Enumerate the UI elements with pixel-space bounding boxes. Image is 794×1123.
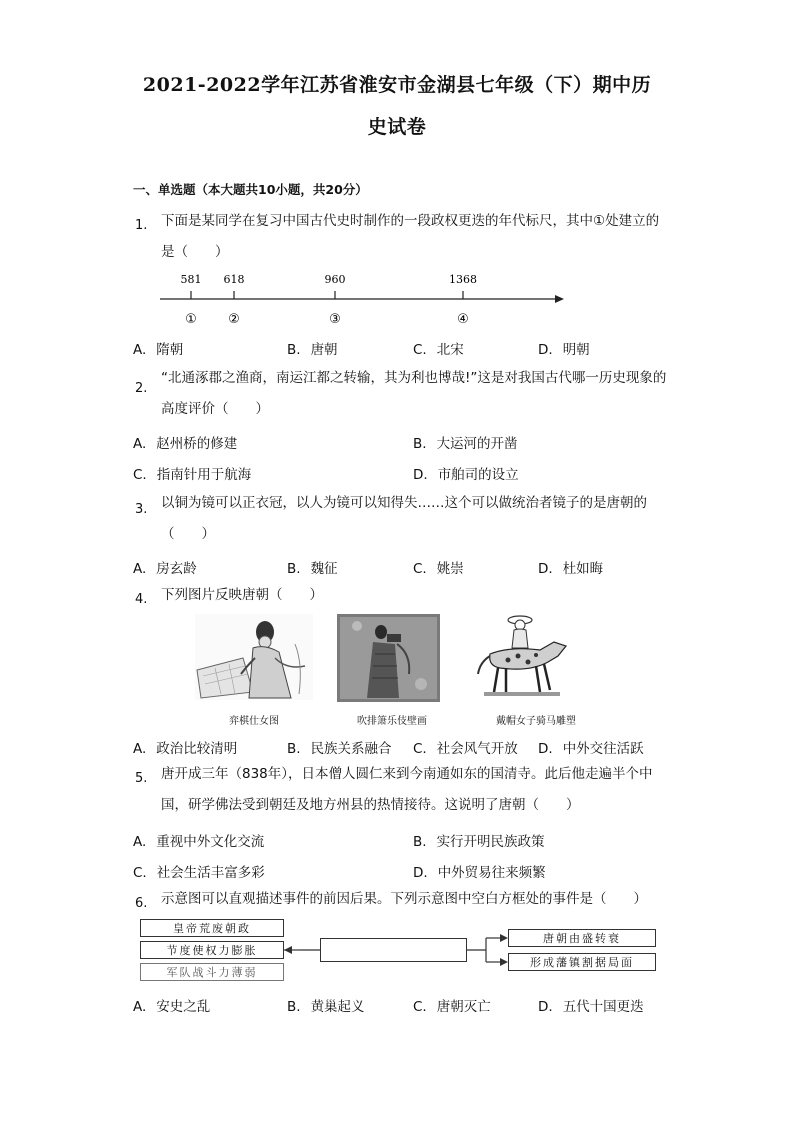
timeline-marker: ③ (329, 312, 341, 327)
timeline-year: 581 (180, 273, 202, 286)
paper-title-line1: 2021-2022学年江苏省淮安市金湖县七年级（下）期中历 (142, 74, 652, 96)
woman-on-horse-sculpture (470, 612, 582, 702)
paper-title-line2: 史试卷 (367, 116, 427, 138)
q2-option-d[interactable]: D. 市舶司的设立 (413, 467, 519, 483)
q4-text: 下列图片反映唐朝（ ） (161, 587, 323, 603)
q6-number: 6. (135, 896, 148, 911)
q4-option-d[interactable]: D. 中外交往活跃 (538, 741, 644, 757)
timeline-year: 960 (324, 273, 346, 286)
q1-option-a[interactable]: A. 隋朝 (133, 342, 184, 358)
q5-text: 唐开成三年（838年），日本僧人圆仁来到今南通如东的国清寺。此后他走遍半个中国，研学佛法受到朝廷及地方州县的热情接待。这说明了唐朝（ ） (161, 766, 653, 813)
caption-horse-sculpture: 戴帽女子骑马雕塑 (496, 716, 576, 727)
q2-option-a[interactable]: A. 赵州桥的修建 (133, 436, 238, 452)
q5-option-c[interactable]: C. 社会生活丰富多彩 (133, 865, 265, 881)
q1-number: 1. (135, 218, 148, 233)
q2-number: 2. (135, 381, 148, 396)
panpipe-musician-mural (337, 614, 440, 702)
blank-event-box[interactable] (320, 938, 467, 962)
q1-timeline (155, 268, 575, 330)
timeline-year: 618 (223, 273, 245, 286)
q2-option-c[interactable]: C. 指南针用于航海 (133, 467, 252, 483)
caption-panpipe-mural: 吹排箫乐伎壁画 (357, 716, 427, 727)
cause-box-3: 军队战斗力薄弱 (140, 963, 284, 981)
effect-box-2: 形成藩镇割据局面 (508, 953, 656, 971)
q3-text: 以铜为镜可以正衣冠，以人为镜可以知得失……这个可以做统治者镜子的是唐朝的（ ） (161, 495, 647, 542)
q4-option-a[interactable]: A. 政治比较清明 (133, 741, 238, 757)
q5-option-a[interactable]: A. 重视中外文化交流 (133, 834, 265, 850)
cause-box-2: 节度使权力膨胀 (140, 941, 284, 959)
q6-option-a[interactable]: A. 安史之乱 (133, 999, 211, 1015)
q3-option-d[interactable]: D. 杜如晦 (538, 561, 604, 577)
q1-option-d[interactable]: D. 明朝 (538, 342, 590, 358)
q5-number: 5. (135, 771, 148, 786)
timeline-marker: ④ (457, 312, 469, 327)
q1-text: 下面是某同学在复习中国古代史时制作的一段政权更迭的年代标尺，其中①处建立的是（ ） (161, 213, 660, 260)
q6-option-d[interactable]: D. 五代十国更迭 (538, 999, 644, 1015)
q3-number: 3. (135, 502, 148, 517)
q4-option-c[interactable]: C. 社会风气开放 (413, 741, 518, 757)
q3-option-b[interactable]: B. 魏征 (287, 561, 338, 577)
q4-option-b[interactable]: B. 民族关系融合 (287, 741, 392, 757)
q4-number: 4. (135, 592, 148, 607)
section-heading: 一、单选题（本大题共10小题，共20分） (133, 182, 368, 197)
q1-option-c[interactable]: C. 北宋 (413, 342, 464, 358)
q6-text: 示意图可以直观描述事件的前因后果。下列示意图中空白方框处的事件是（ ） (161, 891, 647, 907)
effect-box-1: 唐朝由盛转衰 (508, 929, 656, 947)
q6-option-c[interactable]: C. 唐朝灭亡 (413, 999, 491, 1015)
caption-go-playing-lady: 弈棋仕女图 (229, 716, 279, 727)
cause-box-1: 皇帝荒废朝政 (140, 919, 284, 937)
q2-option-b[interactable]: B. 大运河的开凿 (413, 436, 518, 452)
q2-text: “北通涿郡之渔商，南运江都之转输，其为利也博哉!”这是对我国古代哪一历史现象的高度评价（ ） (161, 370, 667, 417)
q1-option-b[interactable]: B. 唐朝 (287, 342, 338, 358)
timeline-year: 1368 (449, 273, 477, 286)
go-playing-lady-painting (195, 614, 313, 700)
timeline-marker: ① (185, 312, 197, 327)
q3-option-c[interactable]: C. 姚崇 (413, 561, 464, 577)
timeline-marker: ② (228, 312, 240, 327)
q3-option-a[interactable]: A. 房玄龄 (133, 561, 197, 577)
q5-option-b[interactable]: B. 实行开明民族政策 (413, 834, 545, 850)
q6-option-b[interactable]: B. 黄巢起义 (287, 999, 365, 1015)
q5-option-d[interactable]: D. 中外贸易往来频繁 (413, 865, 546, 881)
